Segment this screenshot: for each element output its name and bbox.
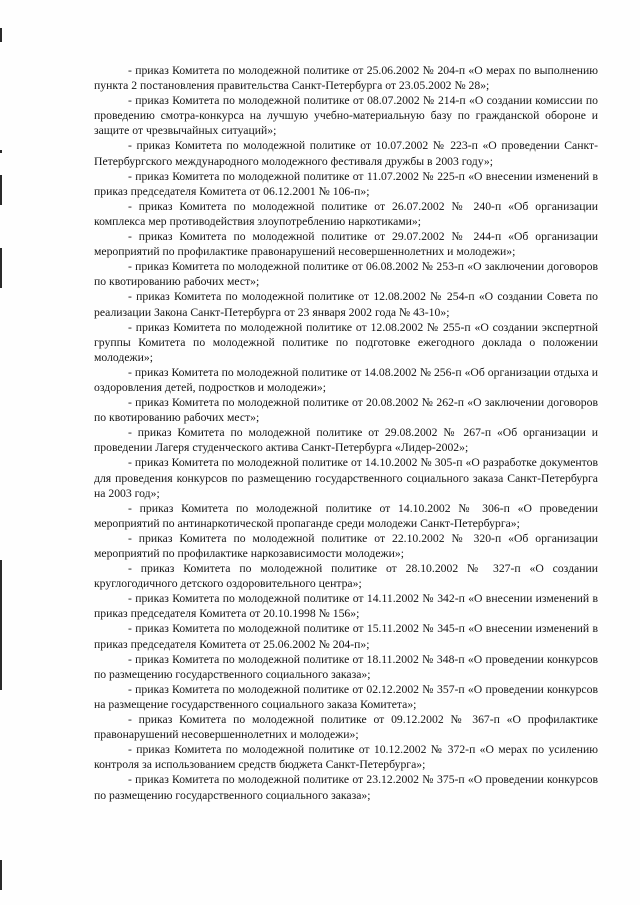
order-item: - приказ Комитета по молодежной политике от 14.10.2002 № 305-п «О разработке документов для проведения конкурсов по размещению государственного социального заказа Санкт-Петербурга на 2003 год»; [94,456,598,500]
order-item: - приказ Комитета по молодежной политике от 02.12.2002 № 357-п «О проведении конкурсов на размещение государственного социального заказа Комитета»; [94,682,598,711]
order-item: - приказ Комитета по молодежной политике от 28.10.2002 № 327-п «О создании круглогодичного детского оздоровительного центра»; [94,562,598,591]
order-item: - приказ Комитета по молодежной политике от 14.08.2002 № 256-п «Об организации отдыха и оздоровления детей, подростков и молодежи»; [94,365,598,394]
order-item: - приказ Комитета по молодежной политике от 26.07.2002 № 240-п «Об организации комплекса мер противодействия злоупотреблению наркотиками»; [94,199,598,228]
order-item: - приказ Комитета по молодежной политике от 12.08.2002 № 255-п «О создании экспертной группы Комитета по молодежной политике по подготовке ежегодного доклада о положении молодежи»; [94,320,598,364]
order-item: - приказ Комитета по молодежной политике от 09.12.2002 № 367-п «О профилактике правонарушений несовершеннолетних и молодежи»; [94,713,598,742]
order-item: - приказ Комитета по молодежной политике от 18.11.2002 № 348-п «О проведении конкурсов по размещению государственного социального заказа»; [94,652,598,681]
order-item: - приказ Комитета по молодежной политике от 23.12.2002 № 375-п «О проведении конкурсов по размещению государственного социального заказа»; [94,773,598,802]
order-item: - приказ Комитета по молодежной политике от 14.10.2002 № 306-п «О проведении мероприятий по антинаркотической пропаганде среди молодежи Санкт-Петербурга»; [94,501,598,530]
order-item: - приказ Комитета по молодежной политике от 11.07.2002 № 225-п «О внесении изменений в приказ председателя Комитета от 06.12.2001 № 106-п»; [94,169,598,198]
order-item: - приказ Комитета по молодежной политике от 29.08.2002 № 267-п «Об организации и проведении Лагеря студенческого актива Санкт-Петербурга «Лидер-2002»; [94,426,598,455]
scan-edge-mark [0,150,2,153]
scan-edge-mark [0,248,2,288]
order-item: - приказ Комитета по молодежной политике от 06.08.2002 № 253-п «О заключении договоров по квотированию рабочих мест»; [94,260,598,289]
order-item: - приказ Комитета по молодежной политике от 15.11.2002 № 345-п «О внесении изменений в приказ председателя Комитета от 25.06.2002 № 204-п»; [94,622,598,651]
order-item: - приказ Комитета по молодежной политике от 20.08.2002 № 262-п «О заключении договоров по квотированию рабочих мест»; [94,396,598,425]
order-item: - приказ Комитета по молодежной политике от 10.07.2002 № 223-п «О проведении Санкт-Петербургского международного молодежного фестиваля дружбы в 2003 году»; [94,139,598,168]
order-item: - приказ Комитета по молодежной политике от 25.06.2002 № 204-п «О мерах по выполнению пункта 2 постановления правительства Санкт-Петербурга от 23.05.2002 № 28»; [94,64,598,93]
order-item: - приказ Комитета по молодежной политике от 22.10.2002 № 320-п «Об организации мероприятий по профилактике наркозависимости молодежи»; [94,531,598,560]
order-item: - приказ Комитета по молодежной политике от 08.07.2002 № 214-п «О создании комиссии по проведению смотра-конкурса на лучшую учебно-материальную базу по гражданской обороне и защите от чрезвычайных ситуаций»; [94,94,598,138]
order-item: - приказ Комитета по молодежной политике от 29.07.2002 № 244-п «Об организации мероприятий по профилактике правонарушений несовершеннолетних и молодежи»; [94,230,598,259]
scan-edge-mark [0,28,2,42]
scan-edge-mark [0,560,2,690]
scan-edge-mark [0,860,2,890]
order-item: - приказ Комитета по молодежной политике от 14.11.2002 № 342-п «О внесении изменений в приказ председателя Комитета от 20.10.1998 № 156»; [94,592,598,621]
scan-edge-mark [0,175,2,205]
order-list [94,63,598,803]
order-item: - приказ Комитета по молодежной политике от 10.12.2002 № 372-п «О мерах по усилению контроля за использованием средств бюджета Санкт-Петербурга»; [94,743,598,772]
order-item: - приказ Комитета по молодежной политике от 12.08.2002 № 254-п «О создании Совета по реализации Закона Санкт-Петербурга от 23 января 2002 года № 43-10»; [94,290,598,319]
